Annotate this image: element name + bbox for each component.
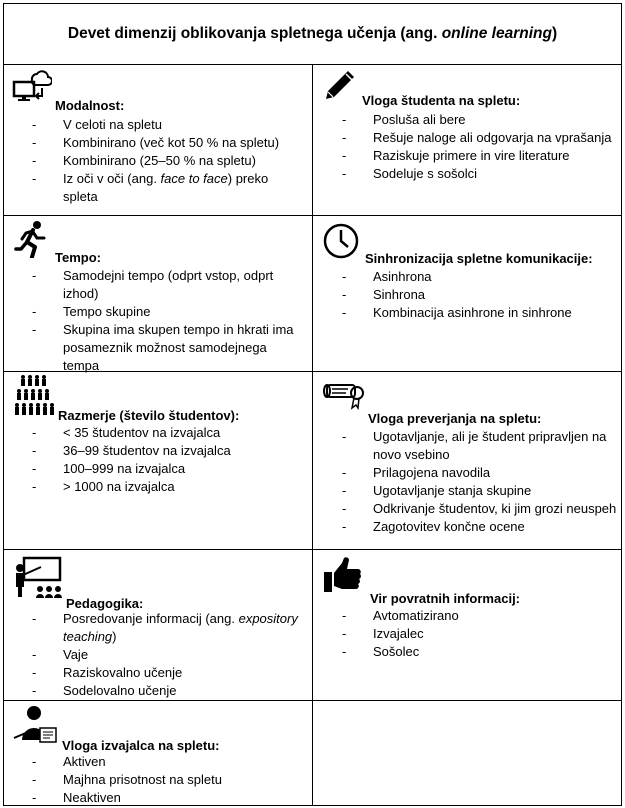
- list-item: - Posredovanje informacij (ang. expository teaching): [30, 610, 306, 646]
- list-item: - Raziskuje primere in vire literature: [340, 147, 620, 165]
- list-item: - Izvajalec: [340, 625, 620, 643]
- instructor-icon: [12, 704, 60, 744]
- list-item: - Posluša ali bere: [340, 111, 620, 129]
- list-item: - V celoti na spletu: [30, 116, 300, 134]
- list-item: - Zagotovitev končne ocene: [340, 518, 620, 536]
- row-divider: [4, 549, 621, 550]
- list-item: - Sodeluje s sošolci: [340, 165, 620, 183]
- list-item: - Majhna prisotnost na spletu: [30, 771, 300, 789]
- list-item: - Aktiven: [30, 753, 300, 771]
- list-povratne: [340, 607, 620, 661]
- page-title: [4, 4, 621, 65]
- heading-modalnost: Modalnost:: [55, 98, 125, 113]
- pencil-icon: [322, 68, 358, 104]
- list-item: - Sošolec: [340, 643, 620, 661]
- list-modalnost: [30, 116, 300, 206]
- list-item: - Kombinirano (25–50 % na spletu): [30, 152, 300, 170]
- heading-razmerje: Razmerje (število študentov):: [58, 408, 240, 423]
- teacher-board-icon: [12, 556, 64, 600]
- row-divider: [4, 215, 621, 216]
- list-item: - Iz oči v oči (ang. face to face) preko spleta: [30, 170, 300, 206]
- list-pedagogika: [30, 610, 306, 700]
- list-item: - Ugotavljanje stanja skupine: [340, 482, 620, 500]
- list-item: - Kombinacija asinhrone in sinhrone: [340, 304, 620, 322]
- list-item: - Samodejni tempo (odprt vstop, odprt izhod): [30, 267, 300, 303]
- thumbs-up-icon: [322, 556, 364, 596]
- list-item: - Vaje: [30, 646, 306, 664]
- list-item: - Odkrivanje študentov, ki jim grozi neuspeh: [340, 500, 620, 518]
- list-izvajalec: [30, 753, 300, 807]
- list-item: - Raziskovalno učenje: [30, 664, 306, 682]
- crowd-icon: [14, 374, 54, 418]
- list-item: - Neaktiven: [30, 789, 300, 807]
- dimensions-table: [3, 3, 622, 806]
- list-item: - Rešuje naloge ali odgovarja na vprašanja: [340, 129, 620, 147]
- row-divider: [4, 700, 621, 701]
- title-text: Devet dimenzij oblikovanja spletnega učenja (ang. online learning): [67, 25, 558, 42]
- clock-icon: [322, 222, 360, 260]
- diploma-icon: [322, 382, 366, 410]
- list-item: - 100–999 na izvajalca: [30, 460, 300, 478]
- column-divider: [312, 64, 313, 805]
- list-item: - < 35 študentov na izvajalca: [30, 424, 300, 442]
- list-vloga-studenta: [340, 111, 620, 183]
- heading-tempo: Tempo:: [55, 250, 101, 265]
- list-tempo: [30, 267, 300, 375]
- list-razmerje: [30, 424, 300, 496]
- heading-sinhronizacija: Sinhronizacija spletne komunikacije:: [365, 251, 593, 266]
- heading-pedagogika: Pedagogika:: [66, 596, 144, 611]
- list-item: - Sinhrona: [340, 286, 620, 304]
- list-item: - Prilagojena navodila: [340, 464, 620, 482]
- list-item: - Ugotavljanje, ali je študent pripravljen na novo vsebino: [340, 428, 620, 464]
- list-preverjanje: [340, 428, 620, 536]
- list-item: - 36–99 študentov na izvajalca: [30, 442, 300, 460]
- runner-icon: [14, 220, 48, 258]
- heading-izvajalec: Vloga izvajalca na spletu:: [62, 738, 220, 753]
- list-item: - Kombinirano (več kot 50 % na spletu): [30, 134, 300, 152]
- heading-povratne: Vir povratnih informacij:: [370, 591, 521, 606]
- list-item: - Tempo skupine: [30, 303, 300, 321]
- list-item: - Avtomatizirano: [340, 607, 620, 625]
- list-sinhronizacija: [340, 268, 620, 322]
- list-item: - Asinhrona: [340, 268, 620, 286]
- heading-vloga-studenta: Vloga študenta na spletu:: [362, 93, 521, 108]
- list-item: - Skupina ima skupen tempo in hkrati ima posameznik možnost samodejnega tempa: [30, 321, 300, 375]
- list-item: - > 1000 na izvajalca: [30, 478, 300, 496]
- list-item: - Sodelovalno učenje: [30, 682, 306, 700]
- heading-preverjanje: Vloga preverjanja na spletu:: [368, 411, 542, 426]
- computer-cloud-icon: [12, 68, 52, 104]
